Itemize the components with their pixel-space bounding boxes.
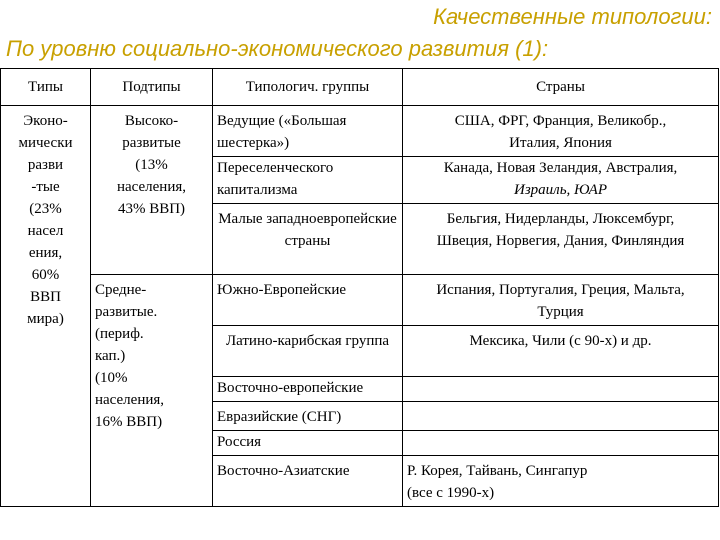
header-types: Типы — [1, 69, 91, 106]
countries-line: Италия, Япония — [509, 135, 612, 151]
title-line-2: По уровню социально-экономического развития (1): — [6, 36, 549, 61]
group-cell: Евразийские (СНГ) — [213, 402, 403, 431]
countries-cell — [403, 106, 719, 157]
countries-line: Турция — [537, 304, 584, 320]
subtype-mid-cell: Средне- развитые. (периф. кап.) (10% населения, 16% ВВП) — [91, 275, 213, 507]
countries-line: Швеция, Норвегия, Дания, Финляндия — [436, 233, 685, 249]
countries-line: США, ФРГ, Франция, Великобр., — [454, 113, 667, 129]
countries-cell — [403, 377, 719, 402]
group-cell: Ведущие («Большая шестерка») — [213, 106, 403, 157]
header-groups: Типологич. группы — [213, 69, 403, 106]
countries-cell — [403, 402, 719, 431]
countries-line: Р. Корея, Тайвань, Сингапур — [407, 463, 588, 479]
table-row — [1, 275, 719, 326]
countries-cell — [403, 456, 719, 507]
countries-line: Канада, Новая Зеландия, Австралия, — [443, 160, 678, 176]
countries-cell — [403, 275, 719, 326]
group-cell: Южно-Европейские — [213, 275, 403, 326]
countries-line: (все с 1990-х) — [407, 485, 495, 501]
header-row — [1, 69, 719, 106]
title-line-1: Качественные типологии: — [433, 4, 712, 29]
group-cell: Малые западноевропейские страны — [213, 204, 403, 275]
group-cell: Латино-карибская группа — [213, 326, 403, 377]
countries-line: Бельгия, Нидерланды, Люксембург, — [446, 211, 675, 227]
countries-cell — [403, 204, 719, 275]
group-cell: Восточно-европейские — [213, 377, 403, 402]
typology-table — [0, 68, 719, 507]
countries-line: Мексика, Чили (с 90-х) и др. — [469, 333, 652, 349]
group-cell: Россия — [213, 431, 403, 456]
header-countries: Страны — [403, 69, 719, 106]
countries-cell — [403, 431, 719, 456]
subtype-high-cell: Высоко- развитые (13% населения, 43% ВВП) — [91, 106, 213, 275]
group-cell: Переселенческого капитализма — [213, 157, 403, 204]
group-cell: Восточно-Азиатские — [213, 456, 403, 507]
countries-cell — [403, 326, 719, 377]
countries-line: Испания, Португалия, Греция, Мальта, — [436, 282, 685, 298]
header-subtypes: Подтипы — [91, 69, 213, 106]
countries-cell — [403, 157, 719, 204]
table-row — [1, 106, 719, 157]
countries-line: Израиль, ЮАР — [513, 182, 608, 198]
type-cell: Эконо- мически разви -тые (23% насел ения, 60% ВВП мира) — [1, 106, 91, 507]
